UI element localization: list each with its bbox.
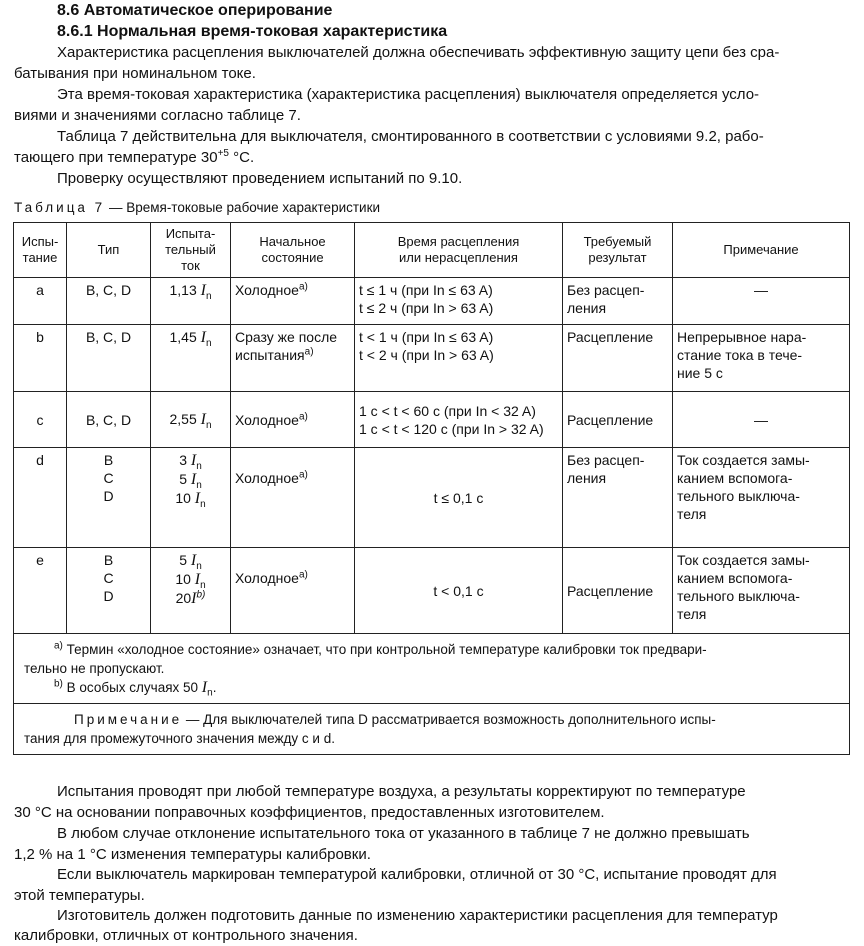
table-note <box>14 704 850 755</box>
cell-result: Расцепление <box>563 392 673 448</box>
cell-result: Без расцеп- ления <box>563 448 673 548</box>
table-header-row <box>14 223 850 278</box>
cell-test: d <box>14 448 67 548</box>
cell-result: Расцепление <box>563 548 673 634</box>
cell-current: 5 $I_n$ 10 $I_n$ $20I^{b)}$ <box>151 548 231 634</box>
cell-current: 1,13 $I_n$ <box>151 278 231 325</box>
intro-paragraph-4: Проверку осуществляют проведением испытаний по 9.10. <box>57 170 463 187</box>
intro-paragraph-3-line-1: Таблица 7 действительна для выключателя, смонтированного в соответствии с условиями 9.2, рабо- <box>57 128 764 145</box>
outro-paragraph-3-line-2: этой температуры. <box>14 887 145 904</box>
footnote-b: $^{b)}$ В особых случаях 50 $I_n$. <box>54 678 217 699</box>
intro-paragraph-2-line-1: Эта время-токовая характеристика (характеристика расцепления) выключателя определяется усло- <box>57 86 760 103</box>
header-note: Примечание <box>673 223 850 278</box>
cell-state: Холодное$^{а)}$ <box>231 278 355 325</box>
cell-test: a <box>14 278 67 325</box>
table-caption: Таблица 7 — Время-токовые рабочие характеристики <box>14 200 381 215</box>
cell-test: e <box>14 548 67 634</box>
table-row <box>14 548 850 634</box>
outro-paragraph-2-line-2: 1,2 % на 1 °С изменения температуры калибровки. <box>14 846 371 863</box>
header-type: Тип <box>67 223 151 278</box>
section-title: 8.6 Автоматическое оперирование <box>57 2 333 19</box>
subsection-title: 8.6.1 Нормальная время-токовая характеристика <box>57 23 448 40</box>
cell-type: B, C, D <box>67 392 151 448</box>
cell-current: 3 $I_n$ 5 $I_n$ 10 $I_n$ <box>151 448 231 548</box>
cell-result: Без расцеп- ления <box>563 278 673 325</box>
outro-paragraph-1-line-2: 30 °С на основании поправочных коэффициентов, предоставленных изготовителем. <box>14 804 605 821</box>
cell-time: 1 с < t < 60 с (при In < 32 A) 1 с < t < 120 с (при In > 32 A) <box>355 392 563 448</box>
cell-note: — <box>673 278 850 325</box>
intro-paragraph-3-line-2: тающего при температуре $30^{+5}$ °С. <box>14 148 255 166</box>
cell-type: B, C, D <box>67 325 151 392</box>
cell-state: Холодное$^{а)}$ <box>231 548 355 634</box>
cell-note: Непрерывное нара- стание тока в тече- ние 5 с <box>673 325 850 392</box>
cell-test: b <box>14 325 67 392</box>
header-time: Время расцепления или нерасцепления <box>355 223 563 278</box>
cell-time: t < 0,1 с <box>355 548 563 634</box>
table-note-line-2: тания для промежуточного значения между с и d. <box>24 731 335 746</box>
footnote-a-line-1: $^{а)}$ Термин «холодное состояние» означает, что при контрольной температуре калибровки ток предвари- <box>54 640 707 657</box>
table-row <box>14 448 850 548</box>
cell-test: c <box>14 392 67 448</box>
cell-type: B C D <box>67 448 151 548</box>
cell-result: Расцепление <box>563 325 673 392</box>
outro-paragraph-4-line-1: Изготовитель должен подготовить данные по изменению характеристики расцепления для температур <box>57 907 778 924</box>
table-footnotes-row <box>14 634 850 704</box>
cell-type: B, C, D <box>67 278 151 325</box>
cell-current: 2,55 $I_n$ <box>151 392 231 448</box>
table-note-row <box>14 704 850 755</box>
cell-time: t < 1 ч (при In ≤ 63 A) t < 2 ч (при In > 63 A) <box>355 325 563 392</box>
intro-paragraph-1-line-1: Характеристика расцепления выключателей должна обеспечивать эффективную защиту цепи без сра- <box>57 44 780 61</box>
header-test: Испы- тание <box>14 223 67 278</box>
cell-state: Холодное$^{а)}$ <box>231 448 355 548</box>
cell-note: Ток создается замы- канием вспомога- тельного выключа- теля <box>673 548 850 634</box>
table-row <box>14 325 850 392</box>
table-note-line-1: Примечание — Для выключателей типа D рассматривается возможность дополнительного испы- <box>74 712 716 727</box>
cell-state: Сразу же после испытания$^{а)}$ <box>231 325 355 392</box>
table-row <box>14 278 850 325</box>
cell-time: t ≤ 1 ч (при In ≤ 63 A) t ≤ 2 ч (при In > 63 A) <box>355 278 563 325</box>
cell-state: Холодное$^{а)}$ <box>231 392 355 448</box>
header-result: Требуемый результат <box>563 223 673 278</box>
intro-paragraph-2-line-2: виями и значениями согласно таблице 7. <box>14 107 301 124</box>
table-row <box>14 392 850 448</box>
outro-paragraph-2-line-1: В любом случае отклонение испытательного тока от указанного в таблице 7 не должно превышать <box>57 825 750 842</box>
cell-type: B C D <box>67 548 151 634</box>
outro-paragraph-3-line-1: Если выключатель маркирован температурой калибровки, отличной от 30 °С, испытание проводят для <box>57 866 777 883</box>
time-current-table <box>13 222 850 755</box>
cell-time: t ≤ 0,1 с <box>355 448 563 548</box>
header-current: Испыта- тельный ток <box>151 223 231 278</box>
cell-note: — <box>673 392 850 448</box>
outro-paragraph-1-line-1: Испытания проводят при любой температуре воздуха, а результаты корректируют по температуре <box>57 783 746 800</box>
header-initial-state: Начальное состояние <box>231 223 355 278</box>
cell-note: Ток создается замы- канием вспомога- тельного выключа- теля <box>673 448 850 548</box>
outro-paragraph-4-line-2: калибровки, отличных от контрольного значения. <box>14 927 358 944</box>
footnote-a-line-2: тельно не пропускают. <box>24 661 165 676</box>
cell-current: 1,45 $I_n$ <box>151 325 231 392</box>
table-footnotes <box>14 634 850 704</box>
intro-paragraph-1-line-2: батывания при номинальном токе. <box>14 65 256 82</box>
